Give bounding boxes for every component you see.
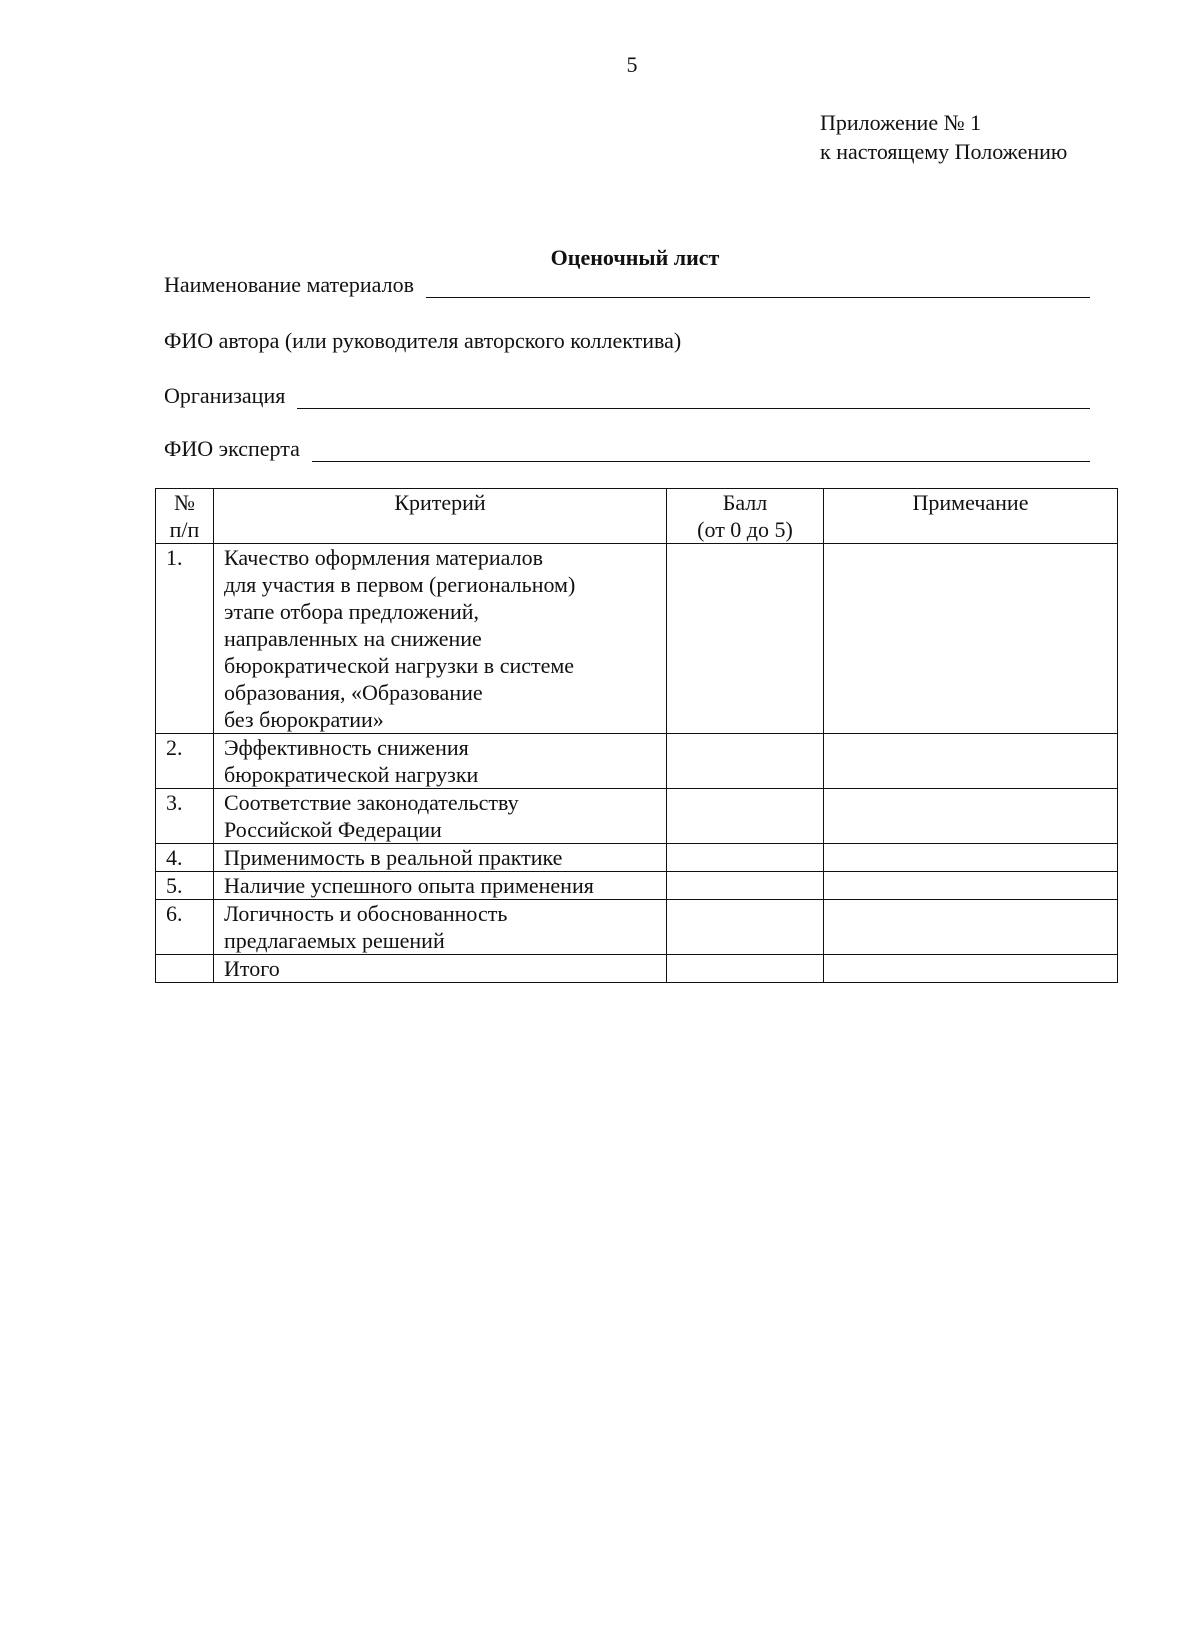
criterion-text-line: для участия в первом (региональном) xyxy=(224,572,576,597)
criterion-cell xyxy=(214,789,667,844)
table-row xyxy=(156,734,1118,789)
table-row xyxy=(156,844,1118,872)
table-row xyxy=(156,900,1118,955)
materials-name-field xyxy=(164,272,1090,298)
criterion-text-line: Качество оформления материалов xyxy=(224,545,543,570)
criterion-text-line: Наличие успешного опыта применения xyxy=(224,873,594,898)
materials-name-label: Наименование материалов xyxy=(164,272,415,297)
page-number: 5 xyxy=(626,52,638,77)
criteria-table-body xyxy=(156,544,1118,983)
total-number-cell xyxy=(156,955,214,983)
criterion-text-line: предлагаемых решений xyxy=(224,928,445,953)
header-score-line-2: (от 0 до 5) xyxy=(697,517,793,542)
criterion-cell xyxy=(214,844,667,872)
expert-name-field xyxy=(164,436,1090,462)
criterion-text-line: Логичность и обоснованность xyxy=(224,901,508,926)
note-cell[interactable] xyxy=(824,872,1118,900)
criterion-text-line: образования, «Образование xyxy=(224,680,483,705)
author-name-label: ФИО автора (или руководителя авторского коллектива) xyxy=(164,328,682,353)
criterion-text-line: Российской Федерации xyxy=(224,817,442,842)
score-cell[interactable] xyxy=(667,900,824,955)
table-header-row xyxy=(156,489,1118,544)
appendix-line-1: Приложение № 1 xyxy=(820,110,982,135)
note-cell[interactable] xyxy=(824,844,1118,872)
criterion-text-line: этапе отбора предложений, xyxy=(224,599,479,624)
criterion-text-line: без бюрократии» xyxy=(224,707,384,732)
score-cell[interactable] xyxy=(667,789,824,844)
table-row xyxy=(156,544,1118,734)
row-number-cell: 2. xyxy=(156,734,214,789)
row-number-cell: 3. xyxy=(156,789,214,844)
organization-label: Организация xyxy=(164,383,286,408)
table-row xyxy=(156,789,1118,844)
criterion-text-line: Применимость в реальной практике xyxy=(224,845,563,870)
total-note-cell[interactable] xyxy=(824,955,1118,983)
expert-name-blank-line[interactable] xyxy=(312,441,1090,462)
document-title: Оценочный лист xyxy=(550,245,720,270)
header-score xyxy=(667,489,824,544)
criterion-cell xyxy=(214,900,667,955)
criterion-cell xyxy=(214,544,667,734)
header-note: Примечание xyxy=(824,489,1118,544)
row-number-cell: 4. xyxy=(156,844,214,872)
criterion-cell xyxy=(214,734,667,789)
header-criterion: Критерий xyxy=(214,489,667,544)
header-number xyxy=(156,489,214,544)
score-cell[interactable] xyxy=(667,844,824,872)
row-number-cell: 5. xyxy=(156,872,214,900)
criterion-text-line: Соответствие законодательству xyxy=(224,790,519,815)
header-number-line-2: п/п xyxy=(169,517,200,542)
row-number-cell: 1. xyxy=(156,544,214,734)
note-cell[interactable] xyxy=(824,544,1118,734)
note-cell[interactable] xyxy=(824,789,1118,844)
note-cell[interactable] xyxy=(824,734,1118,789)
author-name-field xyxy=(164,328,681,354)
row-number-cell: 6. xyxy=(156,900,214,955)
score-cell[interactable] xyxy=(667,544,824,734)
criterion-cell xyxy=(214,872,667,900)
criteria-table xyxy=(155,488,1118,983)
criterion-text-line: бюрократической нагрузки xyxy=(224,762,479,787)
score-cell[interactable] xyxy=(667,734,824,789)
criterion-text-line: бюрократической нагрузки в системе xyxy=(224,653,575,678)
table-row xyxy=(156,872,1118,900)
note-cell[interactable] xyxy=(824,900,1118,955)
materials-name-blank-line[interactable] xyxy=(426,277,1090,298)
organization-blank-line[interactable] xyxy=(297,388,1090,409)
appendix-note xyxy=(820,108,1067,166)
score-cell[interactable] xyxy=(667,872,824,900)
criterion-text-line: направленных на снижение xyxy=(224,626,482,651)
header-number-line-1: № xyxy=(174,490,195,515)
total-label: Итого xyxy=(214,955,667,983)
expert-name-label: ФИО эксперта xyxy=(164,436,300,461)
criterion-text-line: Эффективность снижения xyxy=(224,735,469,760)
total-score-cell[interactable] xyxy=(667,955,824,983)
appendix-line-2: к настоящему Положению xyxy=(820,139,1068,164)
header-score-line-1: Балл xyxy=(722,490,768,515)
total-row xyxy=(156,955,1118,983)
organization-field xyxy=(164,383,1090,409)
